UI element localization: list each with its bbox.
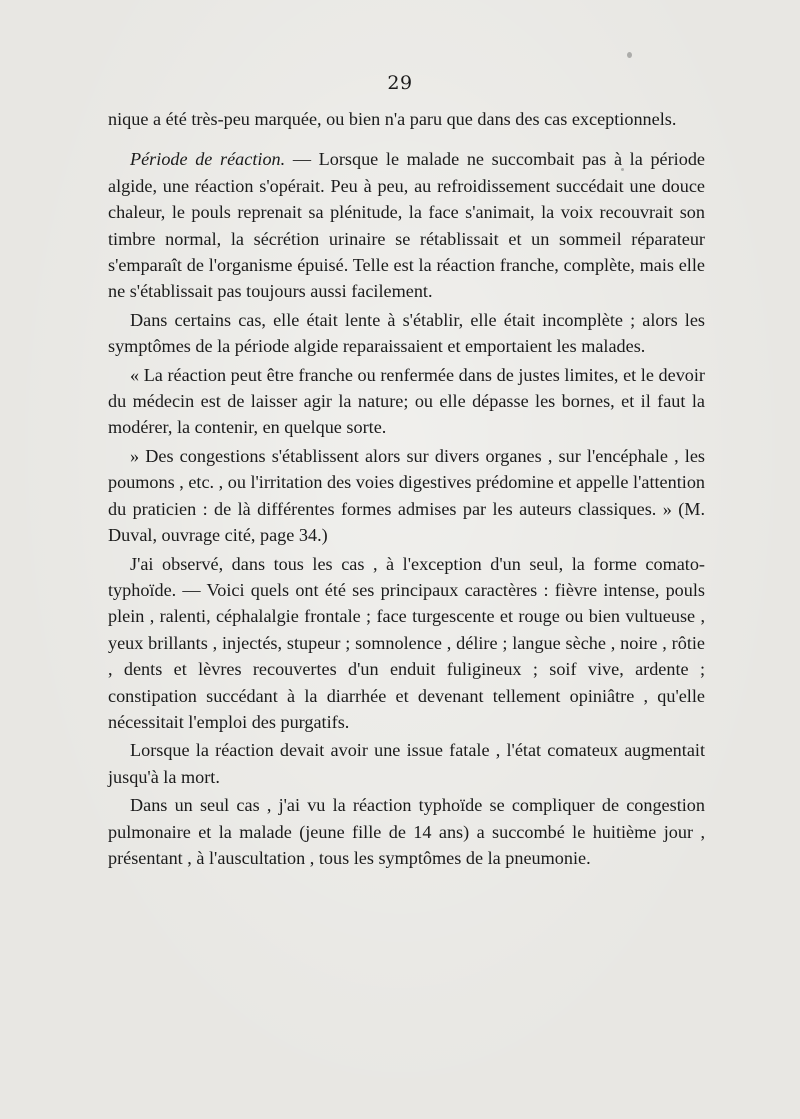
- paragraph-text: Dans certains cas, elle était lente à s'établir, elle était incomplète ; alors les symptômes de la période algide reparaissaient et emportaient les malades.: [108, 309, 705, 357]
- paragraph-text: « La réaction peut être franche ou renfermée dans de justes limites, et le devoir du médecin est de laisser agir la nature; ou elle dépasse les bornes, et il faut la modérer, la contenir, en quelque sorte.: [108, 364, 705, 438]
- paragraph-text: nique a été très-peu marquée, ou bien n'a paru que dans des cas exceptionnels.: [108, 109, 677, 129]
- paragraph-text: Dans un seul cas , j'ai vu la réaction typhoïde se compliquer de congestion pulmonaire et la malade (jeune fille de 14 ans) a succombé le huitième jour , présentant , à l'auscultation , tous les symptômes de la pneumonie.: [108, 795, 705, 868]
- paragraph-fatal-outcome: [108, 737, 705, 790]
- ink-speck: [627, 52, 632, 58]
- paragraph-text: J'ai observé, dans tous les cas , à l'exception d'un seul, la forme comato-typhoïde. — Voici quels ont été ses principaux caractères : fièvre intense, pouls plein , ralenti, céphalalgie frontale ; face turgescente et rouge ou bien vultueuse , yeux brillants , injectés, stupeur ; somnolence , délire ; langue sèche , noire , rôtie , dents et lèvres recouvertes d'un enduit fuligineux ; soif vive, ardente ; constipation succédant à la diarrhée et devenant tellement opiniâtre , qu'elle nécessitait l'emploi des purgatifs.: [108, 553, 705, 732]
- paragraph-pulmonary-case: [108, 792, 705, 871]
- paragraph-reaction-period: [108, 146, 705, 304]
- paragraph-comato-typhoid: [108, 551, 705, 736]
- paragraph-quotation-start: [108, 362, 705, 441]
- paragraph-incomplete-reaction: [108, 307, 705, 360]
- paragraph-text: » Des congestions s'établissent alors sur divers organes , sur l'encéphale , les poumons , etc. , ou l'irritation des voies digestives prédomine et appelle l'attention du praticien : de là différentes formes admises par les auteurs classiques. » (M. Duval, ouvrage cité, page 34.): [108, 445, 706, 546]
- paragraph-quotation-end: [108, 443, 705, 549]
- section-heading: Période de réaction.: [130, 149, 286, 170]
- paragraph-continuation: [108, 106, 705, 132]
- page-number: 29: [387, 72, 413, 94]
- paragraph-text: Lorsque la réaction devait avoir une issue fatale , l'état comateux augmentait jusqu'à la mort.: [108, 740, 705, 787]
- paragraph-text: — Lorsque le malade ne succombait pas à la période algide, une réaction s'opérait. Peu à peu, au refroidissement succédait une douce chaleur, le pouls reprenait sa plénitude, la face s'animait, la voix recouvrait son timbre normal, la sécrétion urinaire se rétablissait et un sommeil réparateur s'emparaît de l'organisme épuisé. Telle est la réaction franche, complète, mais elle ne s'établissait pas toujours aussi facilement.: [108, 149, 705, 302]
- text-body: [108, 106, 705, 871]
